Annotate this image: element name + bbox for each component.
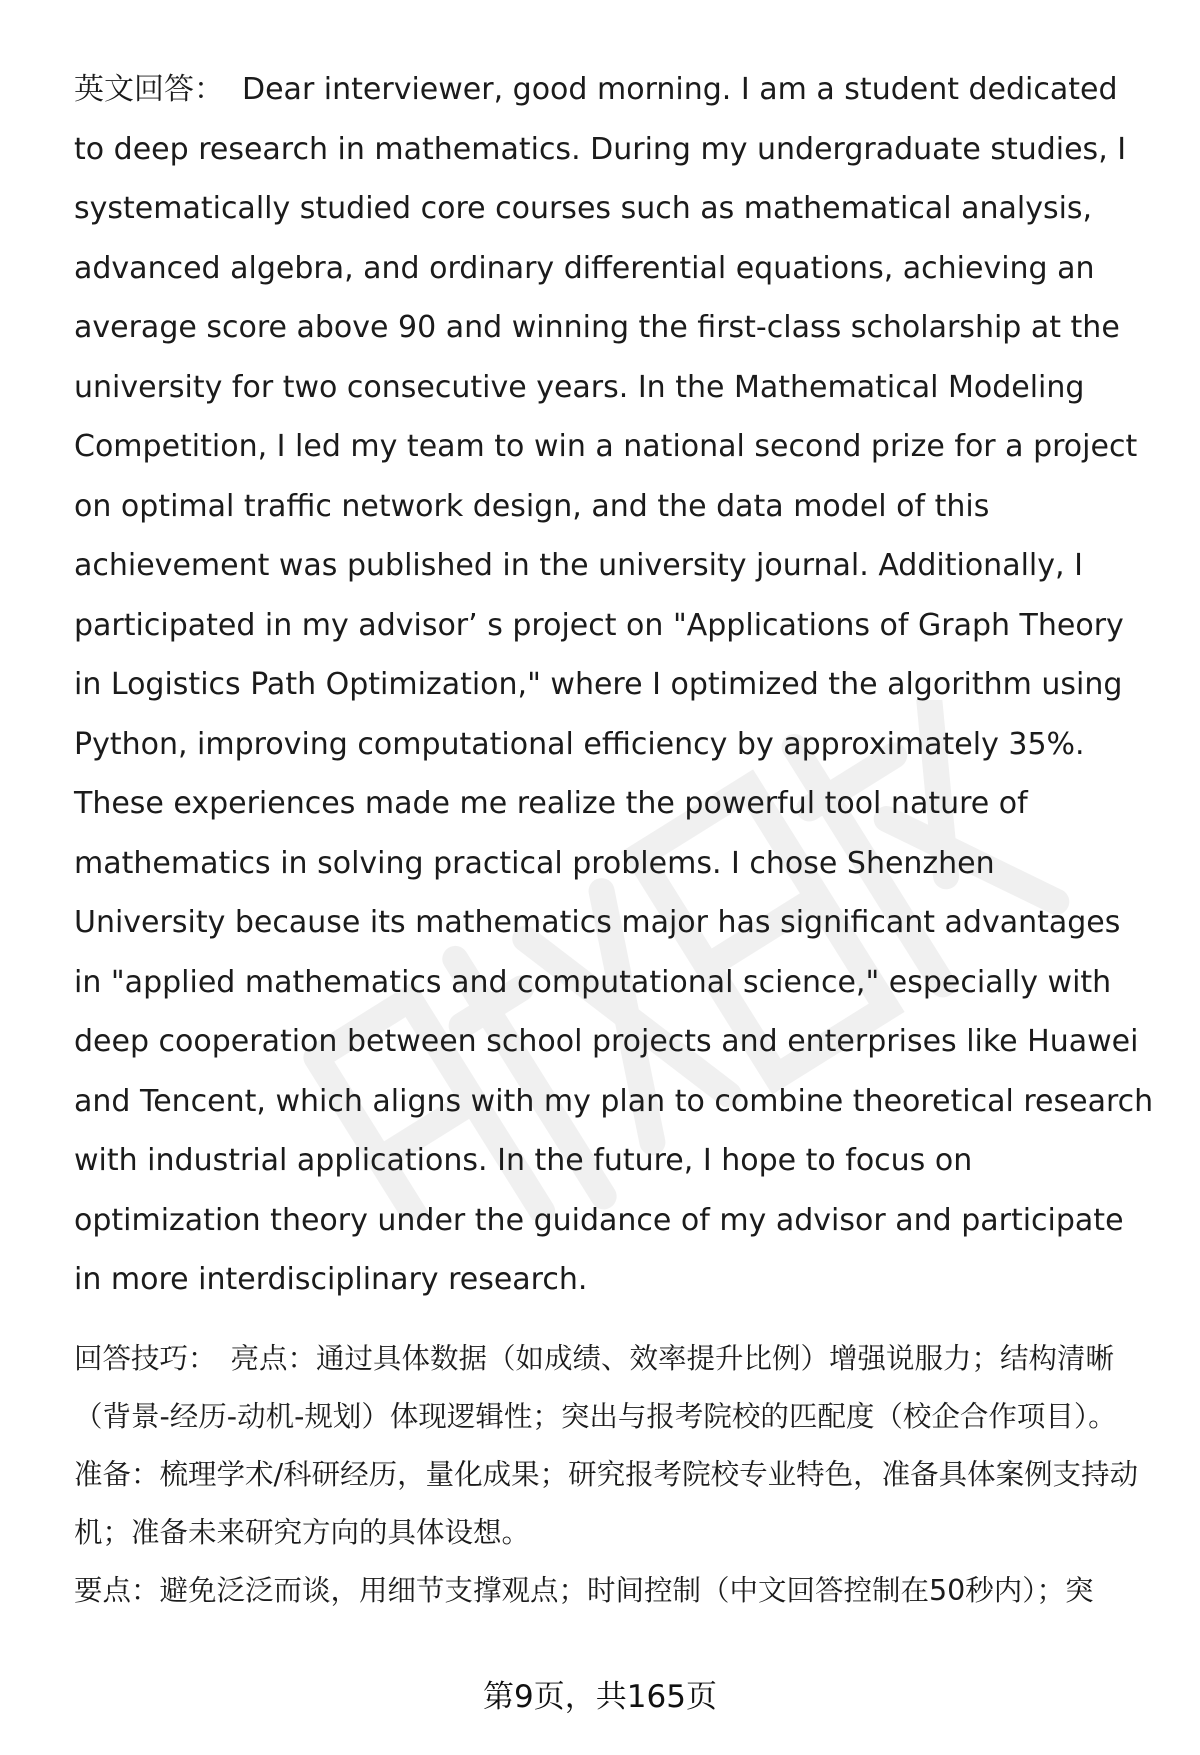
english-answer-label: 英文回答：	[74, 72, 224, 107]
main-content	[74, 60, 1154, 1620]
tips-label: 回答技巧：	[74, 1341, 217, 1375]
tips-key-points-paragraph: 要点：避免泛泛而谈，用细节支撑观点；时间控制（中文回答控制在50秒内）；突	[74, 1573, 1094, 1607]
english-answer-text: Dear interviewer, good morning. I am a student dedicated to deep research in mathematics. During my undergraduate studies, I systematically studied core courses such as mathematical analysis, advanced algebra, and ordinary differential equations, achieving an average score above 90 and winning the first-class scholarship at the university for two consecutive years. In the Mathematical Modeling Competition, I led my team to win a national second prize for a project on optimal traffic network design, and the data model of this achievement was published in the university journal. Additionally, I participated in my advisor’ s project on "Applications of Graph Theory in Logistics Path Optimization," where I optimized the algorithm using Python, improving computational efficiency by approximately 35%. These experiences made me realize the powerful tool nature of mathematics in solving practical problems. I chose Shenzhen University because its mathematics major has significant advantages in "applied mathematics and computational science," especially with deep cooperation between school projects and enterprises like Huawei and Tencent, which aligns with my plan to combine theoretical research with industrial applications. In the future, I hope to focus on optimization theory under the guidance of my advisor and participate in more interdisciplinary research.	[74, 72, 1154, 1297]
tips-preparation-paragraph: 准备：梳理学术/科研经历，量化成果；研究报考院校专业特色，准备具体案例支持动机；准备未来研究方向的具体设想。	[74, 1457, 1139, 1549]
english-answer-paragraph	[74, 60, 1154, 1310]
tips-highlights-text: 亮点：通过具体数据（如成绩、效率提升比例）增强说服力；结构清晰（背景-经历-动机-规划）体现逻辑性；突出与报考院校的匹配度（校企合作项目）。	[74, 1341, 1117, 1433]
answer-tips-section	[74, 1330, 1154, 1620]
page-number-footer: 第9页，共165页	[483, 1679, 717, 1715]
tips-highlights-paragraph	[74, 1330, 1154, 1446]
